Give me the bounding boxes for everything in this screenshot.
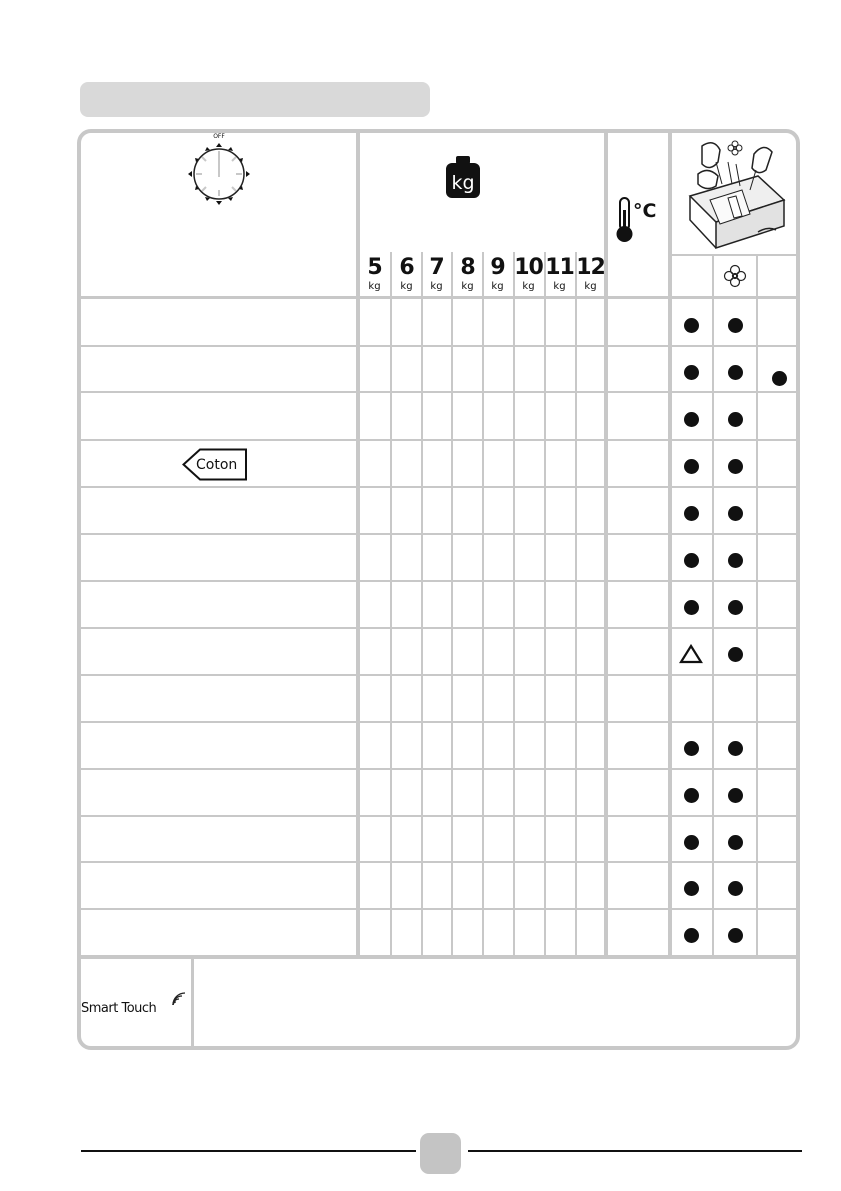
prewash-dot [684, 835, 699, 850]
row-divider [80, 580, 797, 582]
row-divider [80, 486, 797, 488]
row-divider [80, 296, 797, 299]
row-divider [80, 627, 797, 629]
footer-rule [468, 1150, 802, 1152]
prewash-dot [684, 600, 699, 615]
softener-dot [728, 928, 743, 943]
row-divider [80, 721, 797, 723]
prewash-triangle-icon [679, 644, 703, 664]
section-title-bar [80, 82, 430, 117]
capacity-unit: kg [553, 281, 566, 292]
temperature-unit: °C [633, 200, 657, 222]
flower-icon [723, 264, 747, 288]
column-divider [575, 252, 577, 956]
column-divider [756, 255, 758, 956]
column-divider [451, 252, 453, 956]
capacity-unit: kg [461, 281, 474, 292]
row-divider [80, 815, 797, 817]
column-divider [544, 252, 546, 956]
capacity-unit: kg [368, 281, 381, 292]
prewash-dot [684, 928, 699, 943]
thermometer-icon [614, 196, 664, 244]
weight-kg-icon [445, 155, 481, 199]
weight-kg-label: kg [451, 172, 475, 194]
softener-dot [728, 835, 743, 850]
capacity-value: 10 [514, 255, 543, 280]
column-divider [421, 252, 423, 956]
capacity-value: 6 [399, 255, 414, 280]
prewash-dot [684, 506, 699, 521]
column-divider [513, 252, 515, 956]
softener-dot [728, 412, 743, 427]
capacity-value: 7 [429, 255, 444, 280]
prewash-dot [684, 459, 699, 474]
capacity-value: 5 [367, 255, 382, 280]
column-divider [191, 958, 194, 1046]
column-divider [668, 133, 672, 956]
softener-dot [728, 788, 743, 803]
capacity-value: 11 [545, 255, 574, 280]
capacity-value: 9 [490, 255, 505, 280]
prewash-dot [684, 741, 699, 756]
softener-dot [728, 647, 743, 662]
capacity-unit: kg [400, 281, 413, 292]
capacity-unit: kg [584, 281, 597, 292]
softener-dot [728, 318, 743, 333]
row-divider [80, 908, 797, 910]
softener-dot [728, 506, 743, 521]
dial-off-label: OFF [213, 133, 225, 140]
row-divider [80, 955, 797, 959]
smart-touch-label: Smart Touch [81, 1001, 157, 1016]
softener-dot [728, 600, 743, 615]
capacity-unit: kg [430, 281, 443, 292]
detergent-drawer-icon [680, 136, 795, 252]
program-dial-icon [180, 130, 258, 210]
softener-dot [728, 553, 743, 568]
capacity-value: 12 [576, 255, 605, 280]
capacity-unit: kg [522, 281, 535, 292]
footer-rule [81, 1150, 416, 1152]
row-divider [80, 345, 797, 347]
nfc-signal-icon [171, 991, 187, 1007]
capacity-value: 8 [460, 255, 475, 280]
row-divider [80, 768, 797, 770]
column-divider [390, 252, 392, 956]
row-divider [80, 391, 797, 393]
row-divider [670, 254, 797, 256]
row-divider [80, 861, 797, 863]
prewash-dot [684, 412, 699, 427]
softener-dot [728, 365, 743, 380]
prewash-dot [684, 553, 699, 568]
column-divider [482, 252, 484, 956]
column-divider [712, 255, 714, 956]
softener-dot [728, 459, 743, 474]
prewash-dot [684, 365, 699, 380]
prewash-dot [684, 881, 699, 896]
softener-dot [728, 881, 743, 896]
capacity-unit: kg [491, 281, 504, 292]
prewash-dot [684, 788, 699, 803]
row-divider [80, 533, 797, 535]
prewash-dot [684, 318, 699, 333]
extra-dot [772, 371, 787, 386]
row-divider [80, 439, 797, 441]
softener-dot [728, 741, 743, 756]
row-divider [80, 674, 797, 676]
page-number [420, 1133, 461, 1174]
coton-tag-label: Coton [196, 457, 238, 473]
